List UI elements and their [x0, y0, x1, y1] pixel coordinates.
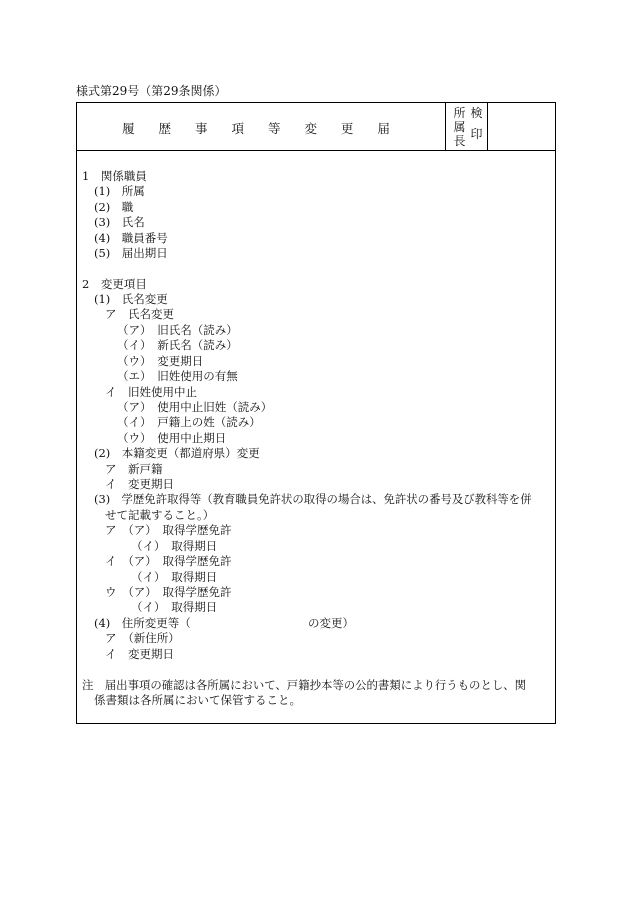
list-item: ア （ア） 取得学歴免許: [105, 523, 232, 537]
list-item: (5) 届出期日: [94, 246, 168, 260]
list-item: （イ） 取得期日: [131, 600, 218, 614]
stamp-char: 所: [453, 106, 466, 120]
stamp-char: 印: [470, 127, 483, 141]
section-2-heading: 2 変更項目: [82, 277, 147, 291]
list-item: （ウ） 使用中止期日: [117, 431, 227, 445]
stamp-char: 検: [470, 106, 483, 120]
header-box: [76, 102, 556, 151]
stamp-char: 長: [453, 134, 466, 148]
list-item: （イ） 戸籍上の姓（読み）: [117, 415, 261, 429]
list-item: (2) 本籍変更（都道府県）変更: [94, 446, 260, 460]
document-title: 履 歴 事 項 等 変 更 届: [122, 121, 400, 136]
list-item: せて記載すること。）: [105, 508, 215, 522]
list-item: (1) 所属: [94, 184, 145, 198]
note-text: 注 届出事項の確認は各所属において、戸籍抄本等の公的書類により行うものとし、関: [82, 678, 527, 692]
list-item: （エ） 旧姓使用の有無: [117, 369, 238, 383]
list-item: イ 変更期日: [105, 647, 174, 661]
stamp-label-cell: [445, 103, 487, 150]
section-1-heading: 1 関係職員: [82, 169, 147, 183]
stamp-char: 属: [453, 120, 466, 134]
list-item: （イ） 取得期日: [131, 570, 218, 584]
list-item: (1) 氏名変更: [94, 292, 168, 306]
list-item: ア 新戸籍: [105, 462, 163, 476]
list-item: (3) 学歴免許取得等（教育職員免許状の取得の場合は、免許状の番号及び教科等を併: [94, 492, 532, 506]
list-item: （ウ） 変更期日: [117, 354, 204, 368]
stamp-box: [487, 103, 555, 150]
form-number: 様式第29号（第29条関係）: [76, 84, 227, 98]
list-item: イ （ア） 取得学歴免許: [105, 554, 232, 568]
list-item: （ア） 旧氏名（読み）: [117, 323, 238, 337]
list-item: (2) 職: [94, 200, 134, 214]
list-item: ウ （ア） 取得学歴免許: [105, 585, 232, 599]
list-item: （イ） 新氏名（読み）: [117, 338, 238, 352]
note-text: 係書類は各所属において保管すること。: [94, 693, 301, 707]
list-item: ア 氏名変更: [105, 307, 174, 321]
list-item: (3) 氏名: [94, 215, 145, 229]
list-item: （ア） 使用中止旧姓（読み）: [117, 400, 273, 414]
list-item: (4) 住所変更等（: [94, 616, 191, 630]
list-item: イ 変更期日: [105, 477, 174, 491]
list-item: イ 旧姓使用中止: [105, 385, 197, 399]
list-item: ア （新住所）: [105, 631, 180, 645]
list-item: の変更）: [308, 616, 354, 630]
list-item: (4) 職員番号: [94, 231, 168, 245]
list-item: （イ） 取得期日: [131, 539, 218, 553]
